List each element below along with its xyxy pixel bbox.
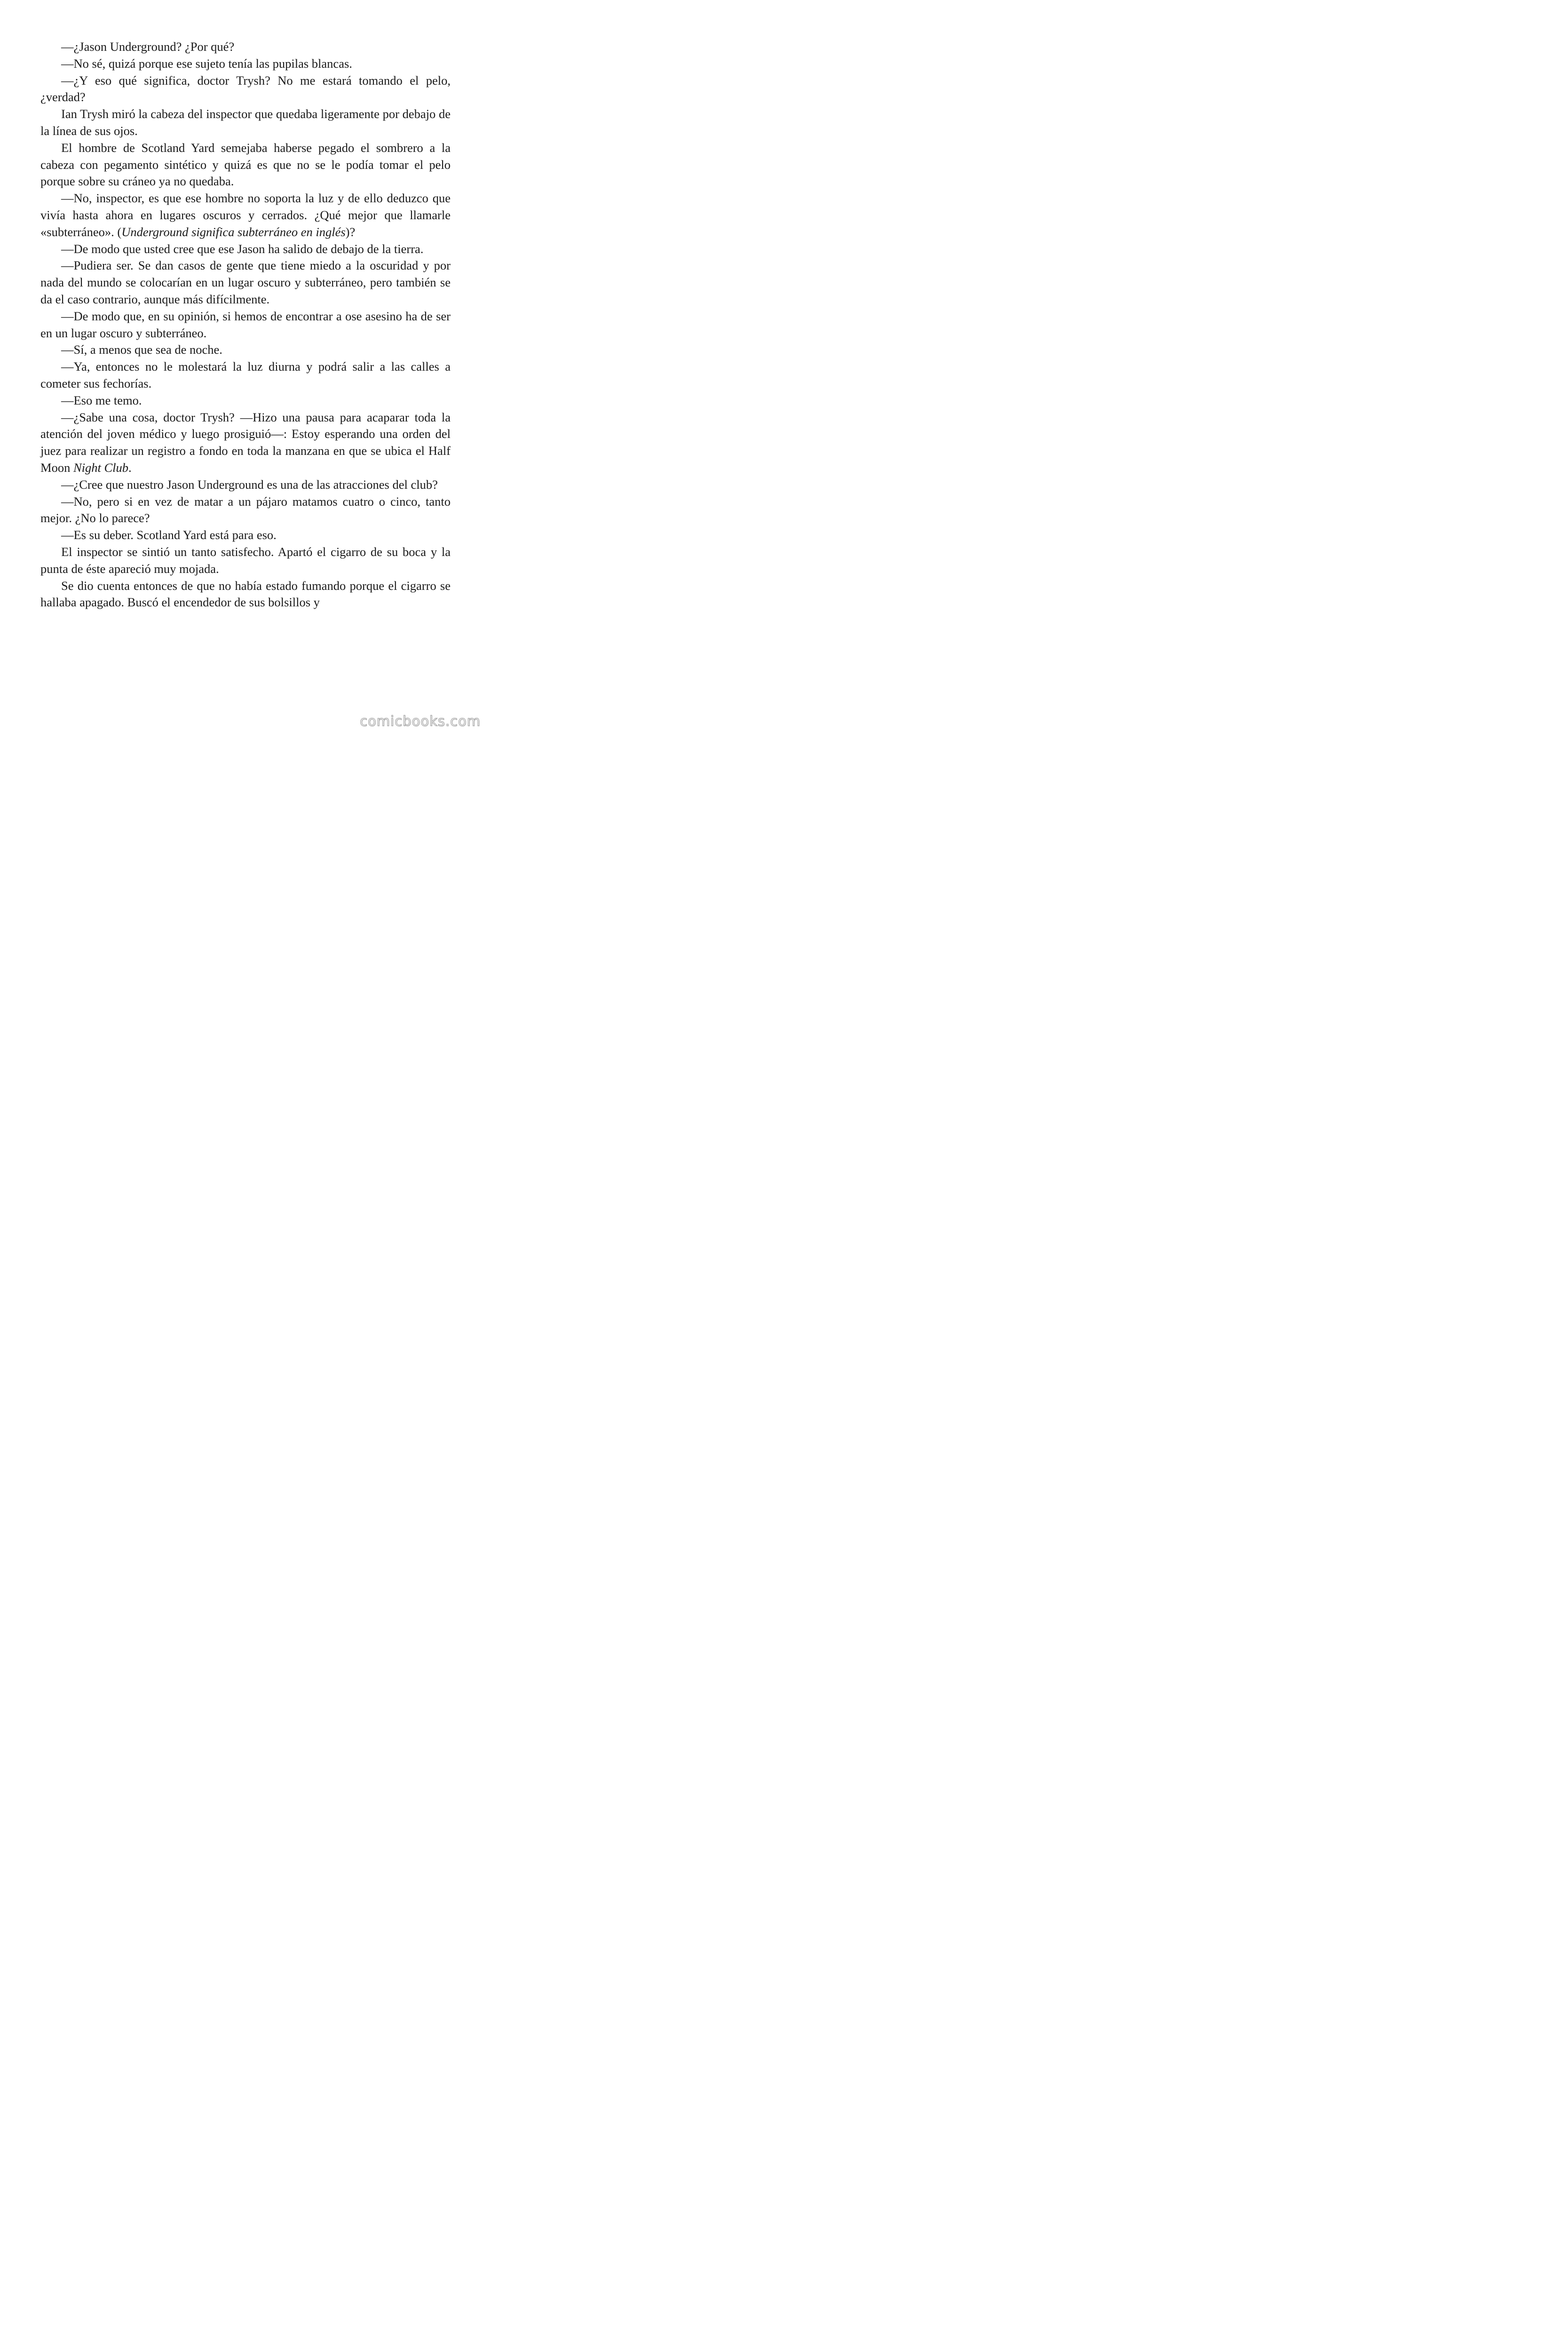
paragraph-text: —¿Sabe una cosa, doctor Trysh? —Hizo una pausa para acaparar toda la atención del joven médico y luego prosiguió—: Estoy esperando una orden del juez para realizar un registro a fondo en toda la manzana en que se ubica el Half Moon: [40, 410, 451, 475]
paragraph: [40, 409, 451, 477]
paragraph: —De modo que usted cree que ese Jason ha salido de debajo de la tierra.: [61, 241, 424, 256]
paragraph: El inspector se sintió un tanto satisfecho. Apartó el cigarro de su boca y la punta de éste apareció muy mojada.: [40, 544, 451, 576]
paragraph: —Sí, a menos que sea de noche.: [61, 342, 222, 357]
paragraph: —¿Jason Underground? ¿Por qué?: [61, 40, 235, 54]
italic-text: Underground significa subterráneo en inglés: [121, 224, 346, 239]
paragraph: —No sé, quizá porque ese sujeto tenía las pupilas blancas.: [61, 56, 352, 71]
body-text: [40, 39, 451, 611]
paragraph: —No, pero si en vez de matar a un pájaro matamos cuatro o cinco, tanto mejor. ¿No lo parece?: [40, 494, 451, 525]
paragraph-text: —No, inspector, es que ese hombre no soporta la luz y de ello deduzco que vivía hasta ahora en lugares oscuros y cerrados. ¿Qué mejor que llamarle «subterráneo». (: [40, 191, 451, 239]
paragraph: [40, 190, 451, 240]
paragraph: —¿Cree que nuestro Jason Underground es una de las atracciones del club?: [61, 477, 438, 492]
paragraph-text: )?: [345, 224, 356, 239]
paragraph: —Pudiera ser. Se dan casos de gente que tiene miedo a la oscuridad y por nada del mundo se colocarían en un lugar oscuro y subterráneo, pero también se da el caso contrario, aunque más difícilmente.: [40, 258, 451, 306]
paragraph-text: .: [128, 460, 132, 475]
paragraph: —¿Y eso qué significa, doctor Trysh? No me estará tomando el pelo, ¿verdad?: [40, 73, 451, 104]
paragraph: —De modo que, en su opinión, si hemos de encontrar a ose asesino ha de ser en un lugar oscuro y subterráneo.: [40, 309, 451, 340]
paragraph: Se dio cuenta entonces de que no había estado fumando porque el cigarro se hallaba apagado. Buscó el encendedor de sus bolsillos y: [40, 578, 451, 610]
paragraph: —Ya, entonces no le molestará la luz diurna y podrá salir a las calles a cometer sus fechorías.: [40, 359, 451, 390]
paragraph: Ian Trysh miró la cabeza del inspector que quedaba ligeramente por debajo de la línea de sus ojos.: [40, 107, 451, 138]
paragraph: —Es su deber. Scotland Yard está para eso.: [61, 528, 277, 542]
watermark: comicbooks.com: [360, 713, 481, 729]
paragraph: El hombre de Scotland Yard semejaba haberse pegado el sombrero a la cabeza con pegamento sintético y quizá es que no se le podía tomar el pelo porque sobre su cráneo ya no quedaba.: [40, 140, 451, 189]
paragraph: —Eso me temo.: [61, 393, 142, 407]
italic-text: Night Club: [73, 460, 129, 475]
book-page: [0, 0, 489, 734]
